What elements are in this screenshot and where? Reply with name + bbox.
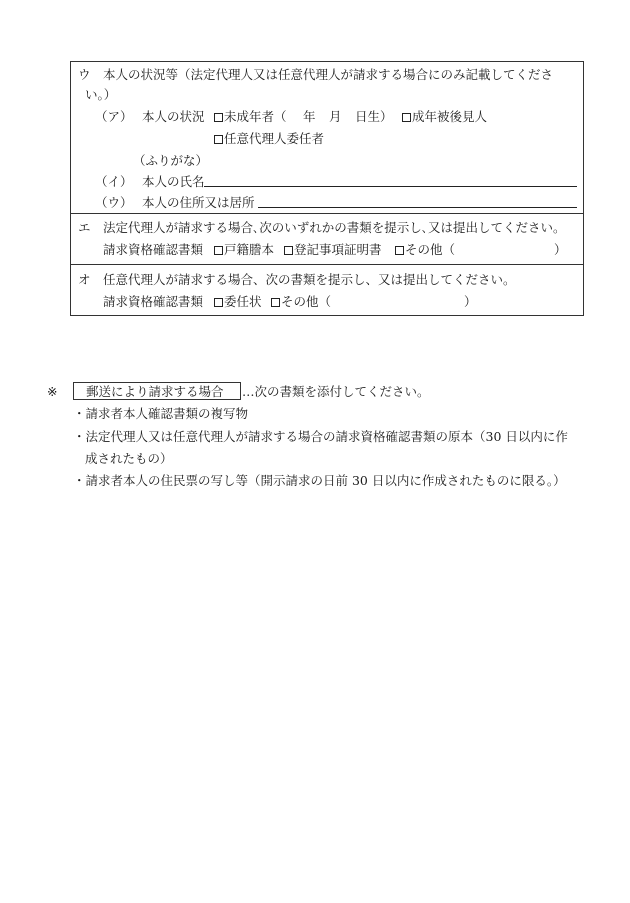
registry-cert-option[interactable]: [284, 242, 382, 258]
minor-option[interactable]: [214, 109, 287, 125]
koseki-checkbox[interactable]: [214, 246, 223, 255]
registry-cert-checkbox[interactable]: [284, 246, 293, 255]
furigana-label: （ふりがな）: [133, 153, 209, 168]
item-i-label: （イ）: [95, 174, 133, 189]
adult-ward-label: 成年被後見人: [412, 109, 488, 124]
principal-checkbox[interactable]: [214, 135, 223, 144]
section-o-docs-label: 請求資格確認書類: [103, 294, 204, 309]
note-item: ・請求者本人の住民票の写し等（開示請求の日前 30 日以内に作成されたものに限る。）: [73, 473, 566, 488]
section-u-marker: ウ: [78, 67, 91, 82]
adult-ward-option[interactable]: [402, 109, 487, 125]
note-item: ・法定代理人又は任意代理人が請求する場合の請求資格確認書類の原本（30 日以内に作: [73, 429, 568, 444]
item-a-title: 本人の状況: [142, 109, 205, 124]
principal-option[interactable]: [214, 131, 324, 147]
section-o-marker: オ: [78, 272, 91, 287]
o-other-option[interactable]: [271, 294, 331, 310]
address-field-label: 本人の住所又は居所: [142, 195, 255, 210]
section-o-instruction: 任意代理人が請求する場合、次の書類を提示し、又は提出してください。: [103, 272, 516, 287]
item-a-label: （ア）: [95, 109, 133, 124]
o-other-label: その他（: [281, 294, 332, 309]
power-of-attorney-label: 委任状: [224, 294, 262, 309]
koseki-label: 戸籍謄本: [224, 242, 275, 257]
principal-label: 任意代理人委任者: [224, 131, 325, 146]
section-divider: [71, 264, 583, 265]
section-e-instruction: 法定代理人が請求する場合､次のいずれかの書類を提示し､又は提出してください。: [103, 220, 566, 235]
section-u-heading-cont: い。）: [85, 87, 117, 102]
power-of-attorney-option[interactable]: [214, 294, 262, 310]
item-u-label: （ウ）: [95, 195, 133, 210]
mail-request-instruction: …次の書類を添付してください。: [242, 384, 430, 399]
section-e-docs-label: 請求資格確認書類: [103, 242, 204, 257]
e-other-label: その他（: [405, 242, 456, 257]
registry-cert-label: 登記事項証明書: [294, 242, 382, 257]
section-divider: [71, 213, 583, 214]
koseki-option[interactable]: [214, 242, 274, 258]
e-other-checkbox[interactable]: [395, 246, 404, 255]
section-u-heading: 本人の状況等（法定代理人又は任意代理人が請求する場合にのみ記載してくださ: [103, 67, 554, 82]
o-other-close: ）: [464, 294, 477, 309]
dob-month-label: 月: [329, 109, 342, 124]
name-field-label: 本人の氏名: [142, 174, 205, 189]
o-other-checkbox[interactable]: [271, 298, 280, 307]
adult-ward-checkbox[interactable]: [402, 113, 411, 122]
e-other-option[interactable]: [395, 242, 455, 258]
minor-checkbox[interactable]: [214, 113, 223, 122]
dob-day-label: 日生）: [355, 109, 393, 124]
address-field-line[interactable]: [258, 207, 577, 208]
note-item-cont: 成されたもの）: [85, 451, 173, 466]
section-e-marker: エ: [78, 220, 91, 235]
power-of-attorney-checkbox[interactable]: [214, 298, 223, 307]
minor-option-label: 未成年者（: [224, 109, 287, 124]
note-item: ・請求者本人確認書類の複写物: [73, 406, 249, 421]
dob-year-label: 年: [303, 109, 316, 124]
note-mark: ※: [47, 384, 58, 399]
name-field-line[interactable]: [204, 186, 577, 187]
e-other-close: ）: [554, 242, 567, 257]
mail-request-label: 郵送により請求する場合: [86, 384, 224, 399]
